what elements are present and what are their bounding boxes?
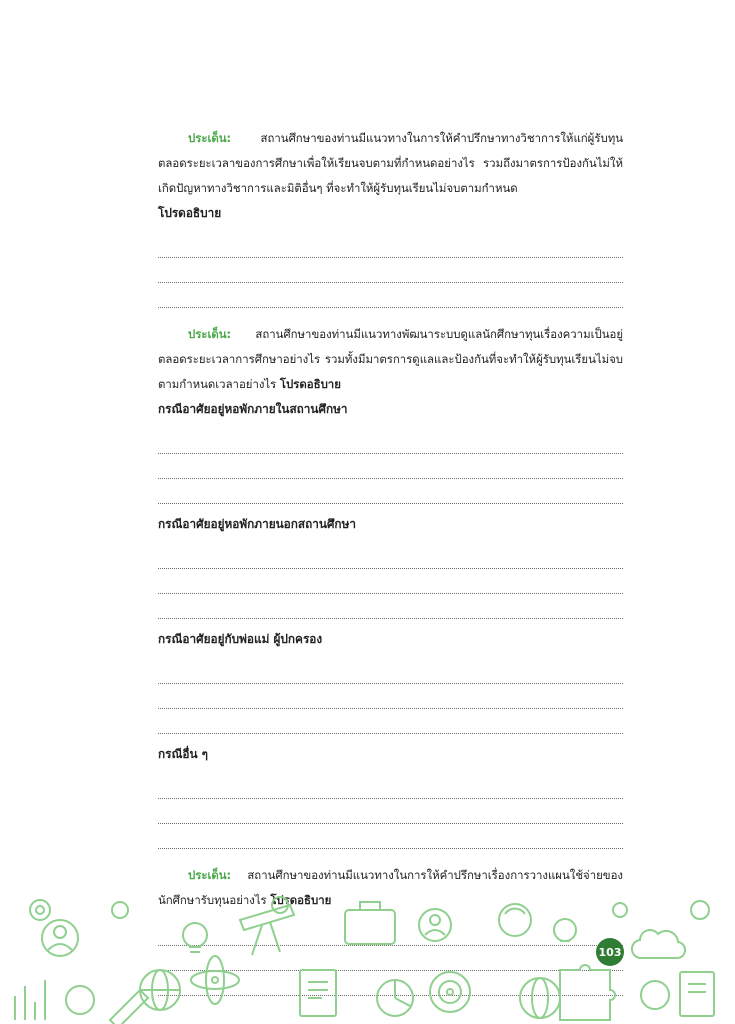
answer-line[interactable] bbox=[158, 544, 623, 569]
pencil-icon bbox=[110, 990, 148, 1024]
section-2-question bbox=[158, 322, 623, 397]
cloud-icon bbox=[632, 930, 685, 958]
telescope-icon bbox=[240, 905, 294, 955]
target-icon bbox=[430, 972, 470, 1012]
answer-lines[interactable] bbox=[158, 233, 623, 308]
answer-line[interactable] bbox=[158, 824, 623, 849]
bar-chart-icon bbox=[15, 980, 45, 1020]
issue-label: ประเด็น: bbox=[188, 868, 232, 882]
person-icon bbox=[42, 920, 78, 956]
explain-label: โปรดอธิบาย bbox=[270, 893, 332, 907]
person-icon bbox=[419, 909, 451, 941]
answer-line[interactable] bbox=[158, 594, 623, 619]
explain-label: โปรดอธิบาย bbox=[279, 377, 341, 391]
issue-label: ประเด็น: bbox=[188, 131, 232, 145]
refresh-icon bbox=[499, 904, 531, 936]
answer-line[interactable] bbox=[158, 799, 623, 824]
atom-icon bbox=[191, 956, 239, 1004]
gear-icon bbox=[30, 900, 50, 920]
answer-lines[interactable] bbox=[158, 429, 623, 504]
globe-icon bbox=[520, 978, 560, 1018]
answer-line[interactable] bbox=[158, 709, 623, 734]
case-title: กรณีอาศัยอยู่หอพักภายในสถานศึกษา bbox=[158, 402, 348, 416]
gear-icon bbox=[112, 897, 709, 919]
puzzle-icon bbox=[560, 965, 615, 1020]
answer-lines[interactable] bbox=[158, 659, 623, 734]
answer-line[interactable] bbox=[158, 233, 623, 258]
issue-label: ประเด็น: bbox=[188, 327, 232, 341]
answer-line[interactable] bbox=[158, 684, 623, 709]
page-number: 103 bbox=[596, 938, 624, 966]
answer-lines[interactable] bbox=[158, 774, 623, 849]
document-icon bbox=[300, 970, 336, 1016]
answer-line[interactable] bbox=[158, 429, 623, 454]
explain-label: โปรดอธิบาย bbox=[158, 206, 222, 220]
answer-line[interactable] bbox=[158, 774, 623, 799]
section-1-question bbox=[158, 126, 623, 201]
answer-line[interactable] bbox=[158, 454, 623, 479]
question-text: สถานศึกษาของท่านมีแนวทางในการให้คำปรึกษาเรื่องการวางแผนใช้จ่ายของนักศึกษารับทุนอย่างไร bbox=[158, 868, 623, 907]
decorative-icon-pattern bbox=[0, 880, 735, 1024]
case-title: กรณีอาศัยอยู่กับพ่อแม่ ผู้ปกครอง bbox=[158, 632, 323, 646]
page-content bbox=[158, 126, 623, 996]
question-text: สถานศึกษาของท่านมีแนวทางพัฒนาระบบดูแลนักศึกษาทุนเรื่องความเป็นอยู่ตลอดระยะเวลาการศึกษาอย่างไร รวมทั้งมีมาตรการดูแลและป้องกันที่จะทำให้ผู้รับทุนเรียนไม่จบตามกำหนดเวลาอย่างไร bbox=[158, 327, 623, 391]
globe-icon bbox=[140, 970, 180, 1010]
answer-line[interactable] bbox=[158, 569, 623, 594]
case-title: กรณีอื่น ๆ bbox=[158, 747, 209, 761]
pie-chart-icon bbox=[377, 980, 413, 1016]
document-icon bbox=[680, 972, 714, 1016]
answer-line[interactable] bbox=[158, 258, 623, 283]
question-text: สถานศึกษาของท่านมีแนวทางในการให้คำปรึกษาทางวิชาการให้แก่ผู้รับทุนตลอดระยะเวลาของการศึกษาเพื่อให้เรียนจบตามที่กำหนดอย่างไร รวมถึงมาตรการป้องกันไม่ให้เกิดปัญหาทางวิชาการและมิติอื่นๆ ที่จะทำให้ผู้รับทุนเรียนไม่จบตามกำหนด bbox=[158, 131, 623, 195]
lightbulb-icon bbox=[554, 919, 576, 941]
briefcase-icon bbox=[345, 902, 395, 944]
answer-line[interactable] bbox=[158, 659, 623, 684]
answer-lines[interactable] bbox=[158, 544, 623, 619]
lightbulb-icon bbox=[183, 923, 207, 952]
answer-line[interactable] bbox=[158, 479, 623, 504]
case-title: กรณีอาศัยอยู่หอพักภายนอกสถานศึกษา bbox=[158, 517, 356, 531]
answer-line[interactable] bbox=[158, 283, 623, 308]
